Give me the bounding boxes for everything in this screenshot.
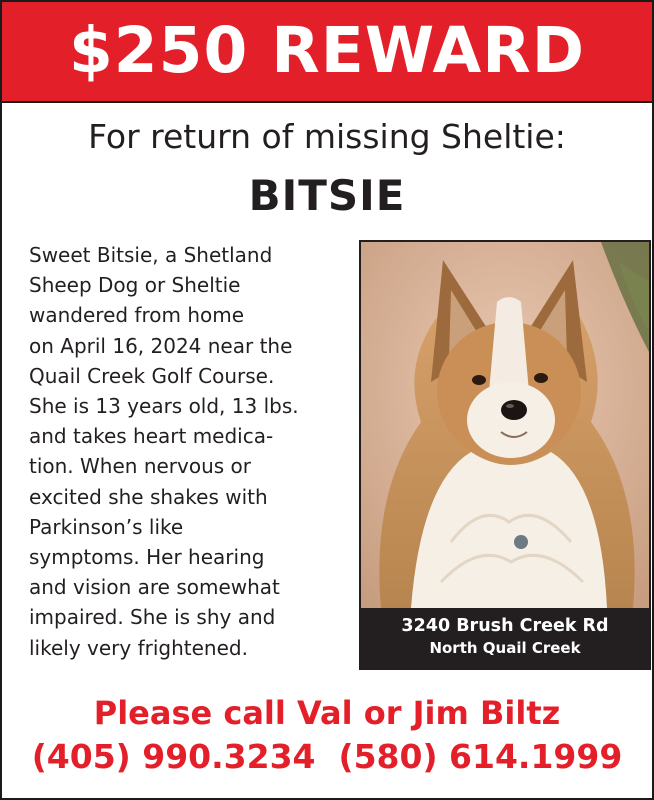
story-text: [29, 240, 351, 663]
story-line: wandered from home: [29, 303, 245, 328]
story-line: Parkinson’s like: [29, 514, 184, 539]
story-line: impaired. She is shy and: [29, 605, 276, 630]
story-line: likely very frightened.: [29, 635, 248, 660]
photo-panel: [359, 240, 651, 670]
address-line1: 3240 Brush Creek Rd: [401, 616, 609, 636]
phone-numbers: (405) 990.3234 (580) 614.1999: [31, 737, 623, 776]
dog-name-title: BITSIE: [248, 171, 406, 220]
story-line: Quail Creek Golf Course.: [29, 363, 275, 388]
dog-illustration: [361, 242, 649, 608]
reward-banner: [2, 2, 652, 103]
address-line2: North Quail Creek: [429, 639, 581, 657]
story-line: on April 16, 2024 near the: [29, 333, 293, 358]
story-line: She is 13 years old, 13 lbs.: [29, 394, 299, 419]
story-line: and vision are somewhat: [29, 575, 280, 600]
reward-heading: $250 REWARD: [68, 14, 586, 87]
story-line: and takes heart medica-: [29, 424, 274, 449]
story-line: tion. When nervous or: [29, 454, 252, 479]
missing-subtitle: For return of missing Sheltie:: [88, 117, 566, 156]
story-line: Sheep Dog or Sheltie: [29, 273, 241, 298]
story-line: symptoms. Her hearing: [29, 545, 265, 570]
story-line: excited she shakes with: [29, 484, 268, 509]
sheltie-dog-photo: [361, 242, 649, 608]
story-line: Sweet Bitsie, a Shetland: [29, 243, 273, 267]
call-instruction: Please call Val or Jim Biltz: [93, 694, 561, 732]
